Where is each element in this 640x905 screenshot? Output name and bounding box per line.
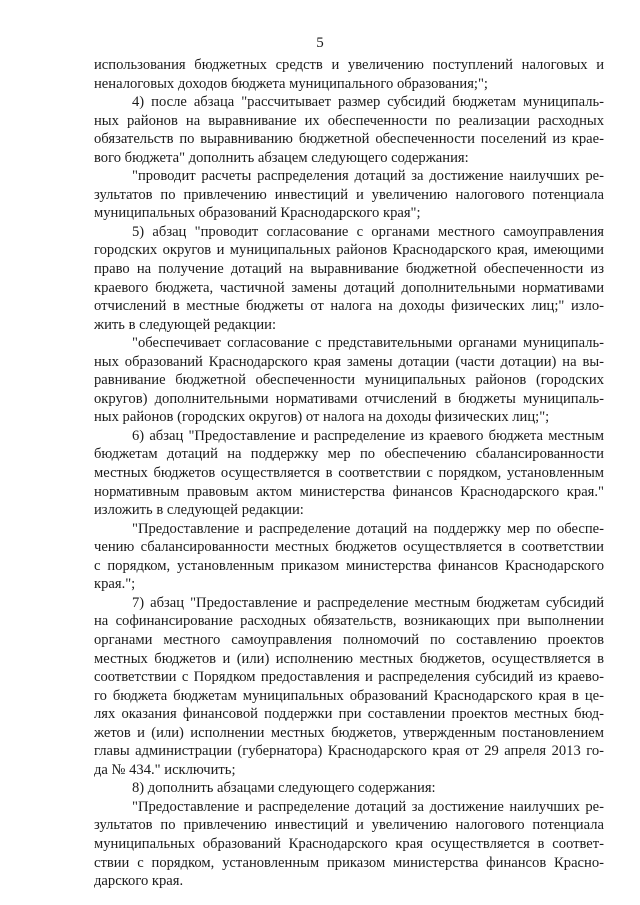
text-line: право на получение дотаций на выравнивание бюджетной обеспеченности из — [94, 261, 604, 278]
text-line: муниципальных образований Краснодарского края осуществляется в соответ- — [94, 835, 604, 852]
text-line: да № 434." исключить; — [94, 761, 236, 778]
page-number: 5 — [316, 35, 324, 51]
text-line: нормативным правовым актом министерства финансов Краснодарского края." — [94, 483, 604, 500]
text-line: ных районов (городских округов) от налога на доходы физических лиц;"; — [94, 409, 550, 426]
text-line: обязательств по выравниванию бюджетной обеспеченности поселений из крае- — [94, 131, 604, 148]
text-line: дарского края. — [94, 873, 184, 890]
text-line: жить в следующей редакции: — [94, 316, 277, 333]
text-line: местных бюджетов осуществляется в соответствии с порядком, установленным — [94, 465, 604, 482]
text-line: ных районов на выравнивание их обеспеченности по реализации расходных — [94, 112, 604, 129]
text-line: "проводит расчеты распределения дотаций за достижение наилучших ре- — [132, 168, 604, 185]
text-line: 6) абзац "Предоставление и распределение из краевого бюджета местным — [132, 427, 604, 444]
text-line: 5) абзац "проводит согласование с органами местного самоуправления — [132, 223, 604, 240]
text-line: края."; — [94, 576, 136, 593]
text-line: зультатов по привлечению инвестиций и увеличению налогового потенциала — [94, 817, 604, 834]
text-line: "Предоставление и распределение дотаций за достижение наилучших ре- — [132, 798, 604, 815]
text-line: соответствии с Порядком предоставления и распределения субсидий из краево- — [94, 669, 604, 686]
text-line: использования бюджетных средств и увеличению поступлений налоговых и — [94, 57, 604, 73]
text-line: чению сбалансированности местных бюджетов осуществляется в соответствии — [94, 539, 604, 556]
text-line: краевого бюджета, частичной замены дотаций дополнительными нормативами — [94, 279, 604, 296]
text-line: "обеспечивает согласование с представительными органами муниципаль- — [132, 335, 604, 352]
text-line: равнивание бюджетной обеспеченности муниципальных районов (городских — [94, 372, 604, 389]
text-line: зультатов по привлечению инвестиций и увеличению налогового потенциала — [94, 186, 604, 203]
text-line: 8) дополнить абзацами следующего содержания: — [132, 780, 436, 797]
text-line: 7) абзац "Предоставление и распределение местным бюджетам субсидий — [132, 594, 604, 611]
text-line: муниципальных образований Краснодарского края"; — [94, 205, 421, 222]
text-line: на софинансирование расходных обязательств, возникающих при выполнении — [94, 613, 604, 630]
text-line: жетов и (или) исполнении местных бюджетов, утвержденным постановлением — [94, 724, 604, 741]
text-line: с порядком, установленным приказом министерства финансов Краснодарского — [94, 557, 604, 574]
text-line: бюджетам дотаций на поддержку мер по обеспечению сбалансированности — [94, 446, 604, 463]
text-line: ствии с порядком, установленным приказом министерства финансов Красно- — [94, 854, 604, 871]
text-line: отчислений в местные бюджеты от налога на доходы физических лиц;" изло- — [94, 298, 604, 315]
text-line: "Предоставление и распределение дотаций на поддержку мер по обеспе- — [132, 520, 604, 537]
text-line: округов) дополнительными нормативами отчислений в бюджеты муниципаль- — [94, 390, 604, 407]
text-line: местных бюджетов и (или) исполнению местных бюджетов, осуществляется в — [94, 650, 604, 667]
document-body — [94, 56, 604, 891]
text-line: неналоговых доходов бюджета муниципального образования;"; — [94, 75, 488, 92]
text-line: вого бюджета" дополнить абзацем следующего содержания: — [94, 149, 469, 166]
text-line: 4) после абзаца "рассчитывает размер субсидий бюджетам муниципаль- — [132, 94, 604, 111]
text-line: городских округов и муниципальных районов Краснодарского края, имеющими — [94, 242, 604, 259]
text-line: ных образований Краснодарского края замены дотации (части дотации) на вы- — [94, 353, 604, 370]
text-line: лях оказания финансовой поддержки при составлении проектов местных бюд- — [94, 706, 604, 723]
text-line: изложить в следующей редакции: — [94, 502, 304, 519]
text-line: органами местного самоуправления полномочий по составлению проектов — [94, 631, 604, 648]
text-line: главы администрации (губернатора) Краснодарского края от 29 апреля 2013 го- — [94, 743, 604, 760]
text-line: го бюджета бюджетам муниципальных образований Краснодарского края в це- — [94, 687, 604, 704]
